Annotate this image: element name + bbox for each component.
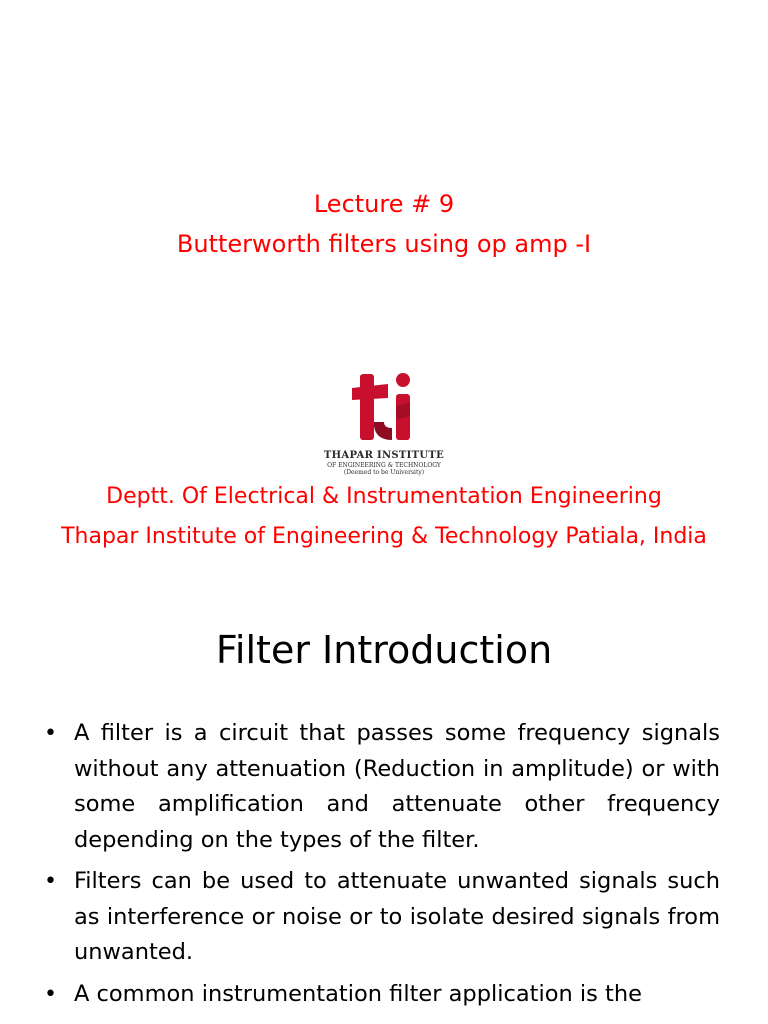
- bullet-text: Filters can be used to attenuate unwanted signals such as interference or noise or to isolate desired signals from unwanted.: [74, 868, 720, 965]
- bullet-text: A filter is a circuit that passes some frequency signals without any attenuation (Reduction in amplitude) or with some amplification and attenuate other frequency depending on the types of the filter.: [74, 720, 720, 853]
- bullet-icon: •: [44, 981, 57, 1007]
- bullet-item: [40, 977, 720, 1013]
- lecture-title: Butterworth filters using op amp -I: [176, 230, 592, 258]
- bullet-text: A common instrumentation filter application is the: [74, 980, 642, 1007]
- bullet-item: [40, 716, 720, 858]
- bullet-icon: •: [44, 869, 57, 894]
- bullet-list: [40, 716, 720, 1018]
- bullet-icon: •: [44, 721, 57, 746]
- ti-logo-mark-icon: [288, 366, 480, 448]
- lecture-number: Lecture # 9: [313, 190, 455, 218]
- logo-institute-name: THAPAR INSTITUTE: [323, 450, 445, 461]
- thapar-logo: [288, 366, 480, 478]
- institute-name: Thapar Institute of Engineering & Technology Patiala, India: [61, 524, 707, 549]
- logo-institute-subname: OF ENGINEERING & TECHNOLOGY: [327, 462, 441, 469]
- department-name: Deptt. Of Electrical & Instrumentation Engineering: [106, 484, 662, 509]
- bullet-item: [40, 864, 720, 971]
- logo-tagline: (Deemed to be University): [343, 469, 425, 476]
- content-slide: [0, 600, 768, 1024]
- slide-title: Filter Introduction: [215, 628, 553, 672]
